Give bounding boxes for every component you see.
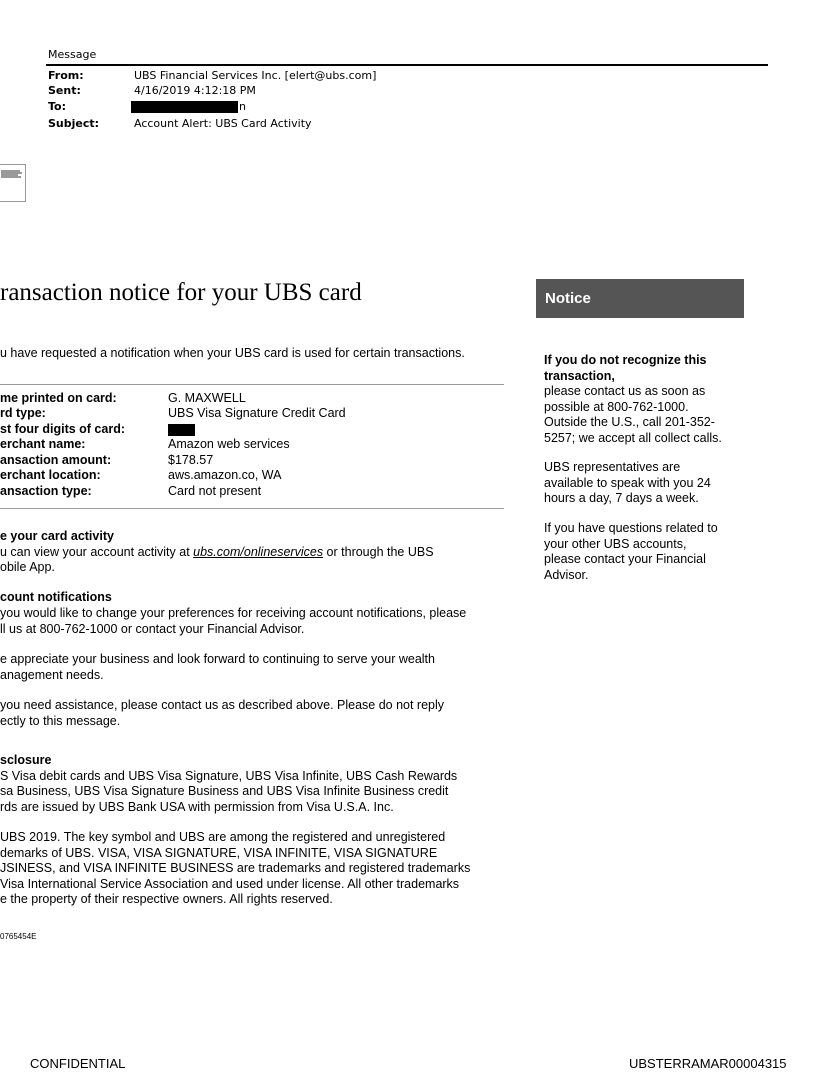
text-line: please contact us as soon as <box>544 384 706 398</box>
text-line: If you have questions related to <box>544 521 718 535</box>
detail-label-type: ansaction type: <box>0 484 92 498</box>
activity-line1 <box>0 545 434 561</box>
disclosure-heading: sclosure <box>0 753 52 767</box>
footer-bates-number: UBSTERRAMAR00004315 <box>629 1056 787 1071</box>
text-line: UBS representatives are <box>544 460 681 474</box>
detail-label-location: erchant location: <box>0 468 101 482</box>
subject-label: Subject: <box>48 117 100 130</box>
text-line: Advisor. <box>544 567 589 582</box>
detail-label-name: me printed on card: <box>0 391 117 405</box>
activity-heading: e your card activity <box>0 529 114 543</box>
footer-confidential: CONFIDENTIAL <box>30 1056 126 1071</box>
subject-value: Account Alert: UBS Card Activity <box>134 117 312 130</box>
from-value: UBS Financial Services Inc. [elert@ubs.com] <box>134 69 377 82</box>
notice-title: Notice <box>545 290 591 307</box>
notifications-line2: ll us at 800-762-1000 or contact your Financial Advisor. <box>0 622 305 636</box>
text-line: available to speak with you 24 <box>544 475 711 490</box>
disclosure-line2: sa Business, UBS Visa Signature Business and UBS Visa Infinite Business credit <box>0 784 449 798</box>
recognize-text <box>544 384 722 446</box>
legal-line1: UBS 2019. The key symbol and UBS are among the registered and unregistered <box>0 830 446 844</box>
detail-label-last-four: st four digits of card: <box>0 422 125 436</box>
activity-text: u can view your account activity at <box>0 545 194 559</box>
details-bottom-divider <box>0 508 504 509</box>
assistance-line2: ectly to this message. <box>0 714 121 728</box>
assistance-line1: you need assistance, please contact us as described above. Please do not reply <box>0 698 445 712</box>
representatives-text <box>544 460 711 507</box>
message-section-label: Message <box>48 48 97 61</box>
recognize-heading <box>544 353 707 384</box>
legal-line2: demarks of UBS. VISA, VISA SIGNATURE, VISA INFINITE, VISA SIGNATURE <box>0 846 438 860</box>
recognize-heading-line: transaction, <box>544 368 615 383</box>
ubs-logo-thumbnail <box>0 164 26 202</box>
detail-value-location: aws.amazon.co, WA <box>168 468 282 482</box>
intro-text: u have requested a notification when your UBS card is used for certain transactions. <box>0 346 465 360</box>
activity-line2: obile App. <box>0 560 55 574</box>
details-top-divider <box>0 384 504 385</box>
text-line: hours a day, 7 days a week. <box>544 491 699 505</box>
detail-value-card-type: UBS Visa Signature Credit Card <box>168 406 346 420</box>
header-divider <box>46 64 768 66</box>
detail-value-name: G. MAXWELL <box>168 391 246 405</box>
recognize-heading-line: If you do not recognize this <box>544 353 707 367</box>
text-line: your other UBS accounts, <box>544 536 687 551</box>
legal-line4: Visa International Service Association and used under license. All other trademarks <box>0 877 460 891</box>
to-redaction <box>131 101 238 113</box>
page-title: ransaction notice for your UBS card <box>0 279 362 306</box>
detail-value-merchant: Amazon web services <box>168 437 290 451</box>
detail-label-amount: ansaction amount: <box>0 453 112 467</box>
text-line: please contact your Financial <box>544 552 706 566</box>
appreciate-line2: anagement needs. <box>0 668 104 682</box>
notice-banner <box>536 279 744 318</box>
detail-value-amount: $178.57 <box>168 453 214 467</box>
text-line: Outside the U.S., call 201-352- <box>544 415 715 429</box>
from-label: From: <box>48 69 84 82</box>
text-line: possible at 800-762-1000. <box>544 399 689 414</box>
last-four-redaction <box>168 424 195 436</box>
legal-line3: JSINESS, and VISA INFINITE BUSINESS are trademarks and registered trademarks <box>0 861 471 875</box>
sent-value: 4/16/2019 4:12:18 PM <box>134 84 256 97</box>
notifications-heading: count notifications <box>0 590 112 604</box>
detail-value-type: Card not present <box>168 484 262 498</box>
detail-label-merchant: erchant name: <box>0 437 86 451</box>
disclosure-line3: rds are issued by UBS Bank USA with permission from Visa U.S.A. Inc. <box>0 800 394 814</box>
disclosure-line1: S Visa debit cards and UBS Visa Signature, UBS Visa Infinite, UBS Cash Rewards <box>0 769 458 783</box>
reference-code: 0765454E <box>0 932 37 941</box>
to-label: To: <box>48 100 66 113</box>
questions-text <box>544 521 718 583</box>
legal-line5: e the property of their respective owners. All rights reserved. <box>0 892 333 906</box>
activity-text: or through the UBS <box>323 545 434 559</box>
to-value: n <box>239 100 246 113</box>
notifications-line1: you would like to change your preferences for receiving account notifications, please <box>0 606 467 620</box>
sent-label: Sent: <box>48 84 81 97</box>
online-services-link[interactable]: ubs.com/onlineservices <box>193 545 324 559</box>
text-line: 5257; we accept all collect calls. <box>544 430 722 445</box>
appreciate-line1: e appreciate your business and look forward to continuing to serve your wealth <box>0 652 435 666</box>
detail-label-card-type: rd type: <box>0 406 46 420</box>
